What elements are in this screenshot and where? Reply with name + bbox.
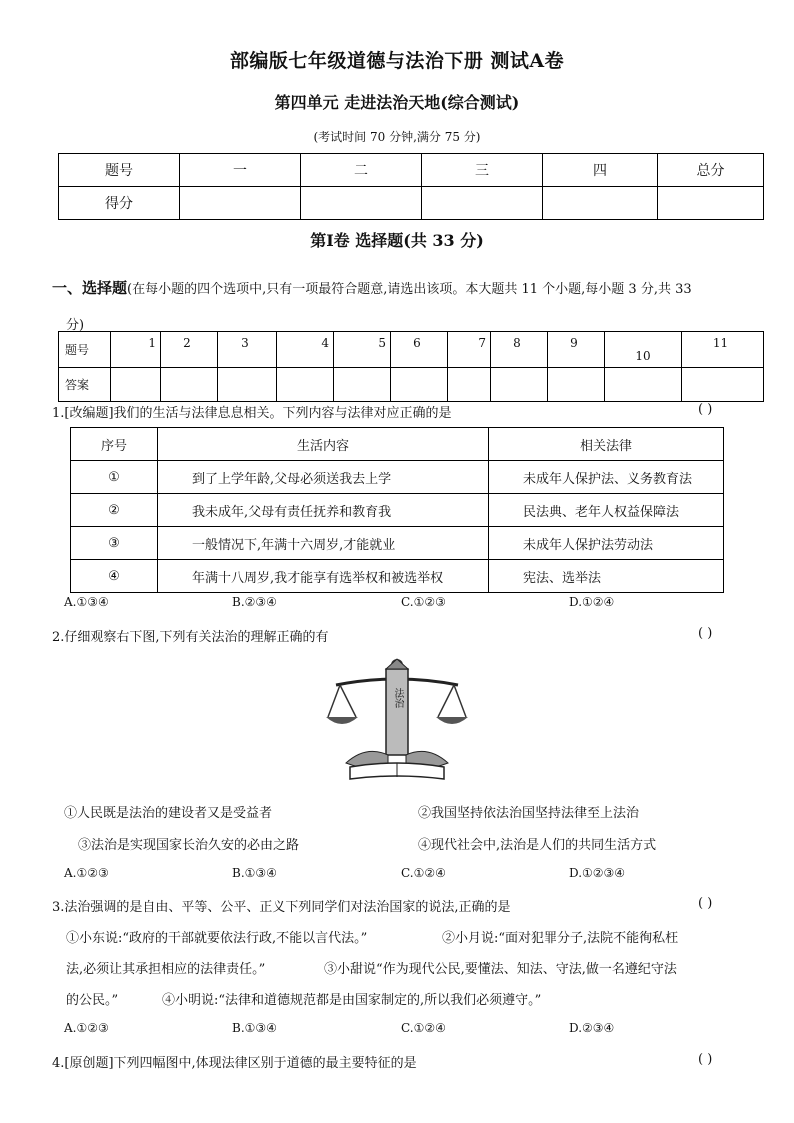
score-input-cell[interactable]: [658, 187, 764, 220]
score-input-cell[interactable]: [301, 187, 422, 220]
answer-number: 7: [448, 332, 491, 368]
table-cell: 一般情况下,年满十六周岁,才能就业: [158, 527, 489, 560]
answer-number: 6: [391, 332, 448, 368]
image-pillar-text: 法治: [392, 688, 403, 708]
score-input-cell[interactable]: [543, 187, 658, 220]
answer-cell[interactable]: [491, 368, 548, 402]
question-3-line-3a: 的公民。”: [66, 993, 119, 1008]
question-1-option-c[interactable]: C.①②③: [401, 595, 446, 609]
table-cell: 未成年人保护法、义务教育法: [489, 461, 724, 494]
score-table-header-row: [59, 154, 764, 187]
question-3-line-3b: ④小明说:“法律和道德规范都是由国家制定的,所以我们必须遵守。”: [162, 993, 542, 1008]
question-2-statement-4: ④现代社会中,法治是人们的共同生活方式: [418, 838, 657, 853]
answer-cell[interactable]: [548, 368, 605, 402]
question-3-option-a[interactable]: A.①②③: [64, 1021, 109, 1035]
answer-number: 1: [111, 332, 161, 368]
answer-cell[interactable]: [391, 368, 448, 402]
answer-number: 4: [277, 332, 334, 368]
score-cell: 题号: [59, 154, 180, 187]
answer-number: 10: [605, 332, 682, 368]
score-cell: 三: [422, 154, 543, 187]
score-input-cell[interactable]: [180, 187, 301, 220]
question-2-statement-1: ①人民既是法治的建设者又是受益者: [64, 806, 273, 821]
answer-table-answer-row: [59, 368, 764, 402]
question-2-option-d[interactable]: D.①②③④: [569, 866, 626, 880]
answer-number: 5: [334, 332, 391, 368]
answer-cell[interactable]: [161, 368, 218, 402]
question-1-option-d[interactable]: D.①②④: [569, 595, 615, 609]
question-2-stem: 2.仔细观察右下图,下列有关法治的理解正确的有: [52, 630, 329, 645]
part-instruction: (在每小题的四个选项中,只有一项最符合题意,请选出该项。本大题共 11 个小题,每小题 3 分,共 33: [127, 282, 692, 297]
answer-number: 2: [161, 332, 218, 368]
question-3-line-1b: ②小月说:“面对犯罪分子,法院不能徇私枉: [442, 931, 679, 946]
question-3-stem: 3.法治强调的是自由、平等、公平、正义下列同学们对法治国家的说法,正确的是: [52, 900, 511, 915]
answer-table-label: 题号: [59, 332, 111, 368]
part-label: 一、选择题: [52, 279, 128, 297]
question-1-answer-blank[interactable]: ( ): [698, 402, 713, 417]
score-cell: 四: [543, 154, 658, 187]
answer-number: 9: [548, 332, 605, 368]
question-2-statement-3: ③法治是实现国家长治久安的必由之路: [78, 838, 300, 853]
exam-info: (考试时间 70 分钟,满分 75 分): [313, 130, 481, 144]
table-cell: ②: [71, 494, 158, 527]
question-2-answer-blank[interactable]: ( ): [698, 626, 713, 641]
answer-cell[interactable]: [218, 368, 277, 402]
question-3-line-2a: 法,必须让其承担相应的法律责任。”: [66, 962, 266, 977]
answer-cell[interactable]: [277, 368, 334, 402]
question-3-option-d[interactable]: D.②③④: [569, 1021, 615, 1035]
table-cell: ④: [71, 560, 158, 593]
table-row: [71, 461, 724, 494]
question-2-statement-2: ②我国坚持依法治国坚持法律至上法治: [418, 806, 640, 821]
table-cell: 宪法、选举法: [489, 560, 724, 593]
question-3-option-b[interactable]: B.①③④: [232, 1021, 277, 1035]
answer-table-label: 答案: [59, 368, 111, 402]
question-3-option-c[interactable]: C.①②④: [401, 1021, 446, 1035]
question-3-line-1a: ①小东说:“政府的干部就要依法行政,不能以言代法。”: [66, 931, 368, 946]
score-table-score-row: [59, 187, 764, 220]
question-1-stem: 1.[改编题]我们的生活与法律息息相关。下列内容与法律对应正确的是: [52, 406, 452, 421]
question-3-line-2b: ③小甜说“作为现代公民,要懂法、知法、守法,做一名遵纪守法: [324, 962, 677, 977]
question-1-table: [70, 427, 724, 593]
question-4-answer-blank[interactable]: ( ): [698, 1052, 713, 1067]
table-cell: 到了上学年龄,父母必须送我去上学: [158, 461, 489, 494]
score-cell: 总分: [658, 154, 764, 187]
table-row: [71, 527, 724, 560]
answer-cell[interactable]: [111, 368, 161, 402]
table-header: 相关法律: [489, 428, 724, 461]
score-cell: 得分: [59, 187, 180, 220]
table-cell: ①: [71, 461, 158, 494]
score-input-cell[interactable]: [422, 187, 543, 220]
question-4-stem: 4.[原创题]下列四幅图中,体现法律区别于道德的最主要特征的是: [52, 1056, 417, 1071]
answer-table: [58, 331, 764, 402]
table-cell: 我未成年,父母有责任抚养和教育我: [158, 494, 489, 527]
table-header: 生活内容: [158, 428, 489, 461]
score-table: [58, 153, 764, 220]
table-cell: ③: [71, 527, 158, 560]
table-cell: 年满十八周岁,我才能享有选举权和被选举权: [158, 560, 489, 593]
part-instruction-cont: 分): [66, 318, 85, 333]
table-cell: 未成年人保护法劳动法: [489, 527, 724, 560]
table-row: [71, 560, 724, 593]
exam-title: 部编版七年级道德与法治下册 测试A卷: [229, 50, 565, 72]
question-2-option-c[interactable]: C.①②④: [401, 866, 446, 880]
exam-subtitle: 第四单元 走进法治天地(综合测试): [274, 93, 520, 112]
answer-table-number-row: [59, 332, 764, 368]
section-title: 第Ⅰ卷 选择题(共 33 分): [310, 231, 484, 250]
answer-cell[interactable]: [682, 368, 764, 402]
answer-cell[interactable]: [605, 368, 682, 402]
question-2-option-a[interactable]: A.①②③: [64, 866, 109, 880]
table-header-row: [71, 428, 724, 461]
question-1-option-a[interactable]: A.①③④: [64, 595, 109, 609]
answer-number: 8: [491, 332, 548, 368]
answer-number: 11: [682, 332, 764, 368]
score-cell: 二: [301, 154, 422, 187]
table-header: 序号: [71, 428, 158, 461]
table-row: [71, 494, 724, 527]
question-3-answer-blank[interactable]: ( ): [698, 896, 713, 911]
scales-of-justice-icon: [326, 655, 468, 785]
answer-cell[interactable]: [448, 368, 491, 402]
table-cell: 民法典、老年人权益保障法: [489, 494, 724, 527]
answer-cell[interactable]: [334, 368, 391, 402]
question-1-option-b[interactable]: B.②③④: [232, 595, 277, 609]
answer-number: 3: [218, 332, 277, 368]
score-cell: 一: [180, 154, 301, 187]
question-2-option-b[interactable]: B.①③④: [232, 866, 277, 880]
